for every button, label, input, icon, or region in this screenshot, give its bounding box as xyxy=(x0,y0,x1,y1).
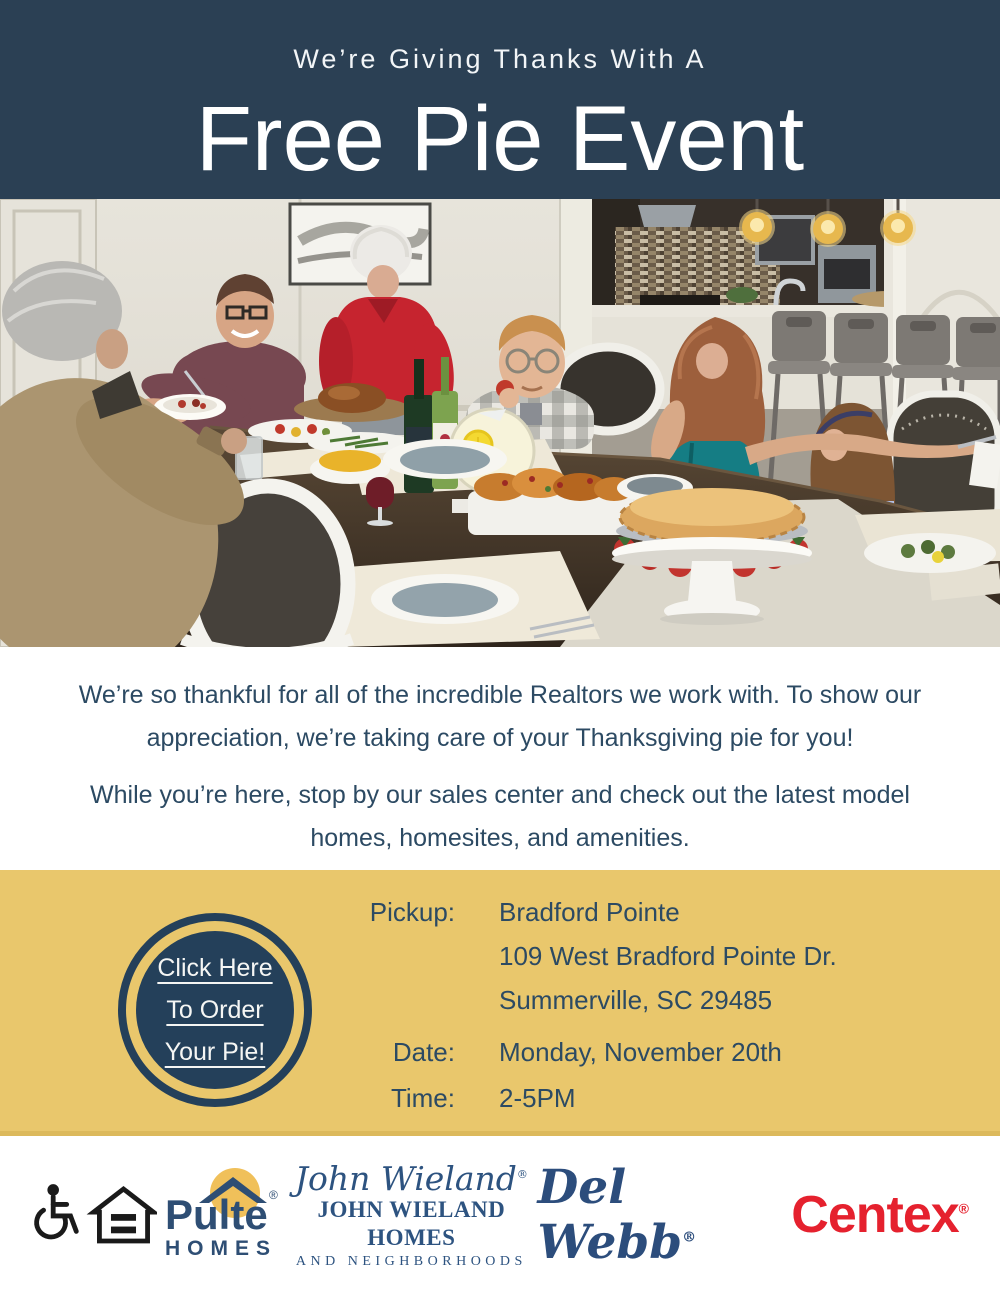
message-section xyxy=(0,647,1000,870)
del-webb-logo[interactable] xyxy=(538,1160,792,1270)
hero-photo xyxy=(0,199,1000,647)
pulte-homes-logo[interactable] xyxy=(157,1167,285,1263)
cta-line-3[interactable]: Your Pie! xyxy=(164,1038,266,1066)
time-label: Time: xyxy=(390,1083,455,1113)
wheelchair-accessibility-icon xyxy=(37,1184,77,1237)
centex-registered-mark: ® xyxy=(958,1200,968,1217)
pickup-label: Pickup: xyxy=(369,897,455,927)
casserole-dish xyxy=(452,468,650,535)
header-eyebrow: We’re Giving Thanks With A xyxy=(293,44,707,74)
pickup-community: Bradford Pointe xyxy=(499,897,680,927)
date-value: Monday, November 20th xyxy=(499,1037,782,1067)
date-label: Date: xyxy=(392,1037,455,1067)
date-row xyxy=(352,1030,837,1074)
time-row xyxy=(352,1076,837,1120)
pulte-homes-sub: HOMES xyxy=(165,1237,278,1260)
cta-line-1[interactable]: Click Here xyxy=(157,954,273,982)
event-details xyxy=(352,890,837,1120)
pulte-wordmark: Pulte xyxy=(165,1191,268,1238)
sales-center-paragraph: While you’re here, stop by our sales center and check out the latest model homes, homesites, and amenities. xyxy=(90,781,910,852)
john-wieland-signature: John Wieland® xyxy=(294,1159,528,1198)
accessibility-icons xyxy=(32,1180,157,1250)
footer-logo-bar xyxy=(0,1136,1000,1294)
order-pie-button[interactable] xyxy=(118,913,312,1107)
john-wieland-homes-text: JOHN WIELAND HOMES xyxy=(317,1197,506,1250)
pickup-row xyxy=(352,890,837,1022)
thank-you-paragraph: We’re so thankful for all of the incredible Realtors we work with. To show our appreciation, we’re taking care of your Thanksgiving pie for you! xyxy=(78,681,922,752)
pulte-registered-mark: ® xyxy=(269,1188,279,1202)
john-wieland-neighborhoods-text: AND NEIGHBORHOODS xyxy=(295,1254,527,1269)
pickup-city-state-zip: Summerville, SC 29485 xyxy=(499,985,773,1015)
centex-wordmark: Centex xyxy=(791,1186,959,1244)
john-wieland-registered-mark: ® xyxy=(516,1168,528,1181)
event-details-band xyxy=(0,870,1000,1136)
page-title: Free Pie Event xyxy=(195,88,805,190)
cta-line-2[interactable]: To Order xyxy=(166,996,264,1024)
john-wieland-logo[interactable] xyxy=(285,1158,537,1272)
del-webb-wordmark: Del Webb xyxy=(537,1160,683,1270)
del-webb-registered-mark: ® xyxy=(682,1229,697,1246)
pickup-street: 109 West Bradford Pointe Dr. xyxy=(499,941,837,971)
centex-logo[interactable] xyxy=(791,1185,968,1245)
family-dinner-illustration xyxy=(0,199,1000,647)
header-banner xyxy=(0,0,1000,199)
equal-housing-opportunity-icon xyxy=(94,1189,154,1241)
order-pie-button-face[interactable] xyxy=(136,931,294,1089)
time-value: 2-5PM xyxy=(499,1083,576,1113)
